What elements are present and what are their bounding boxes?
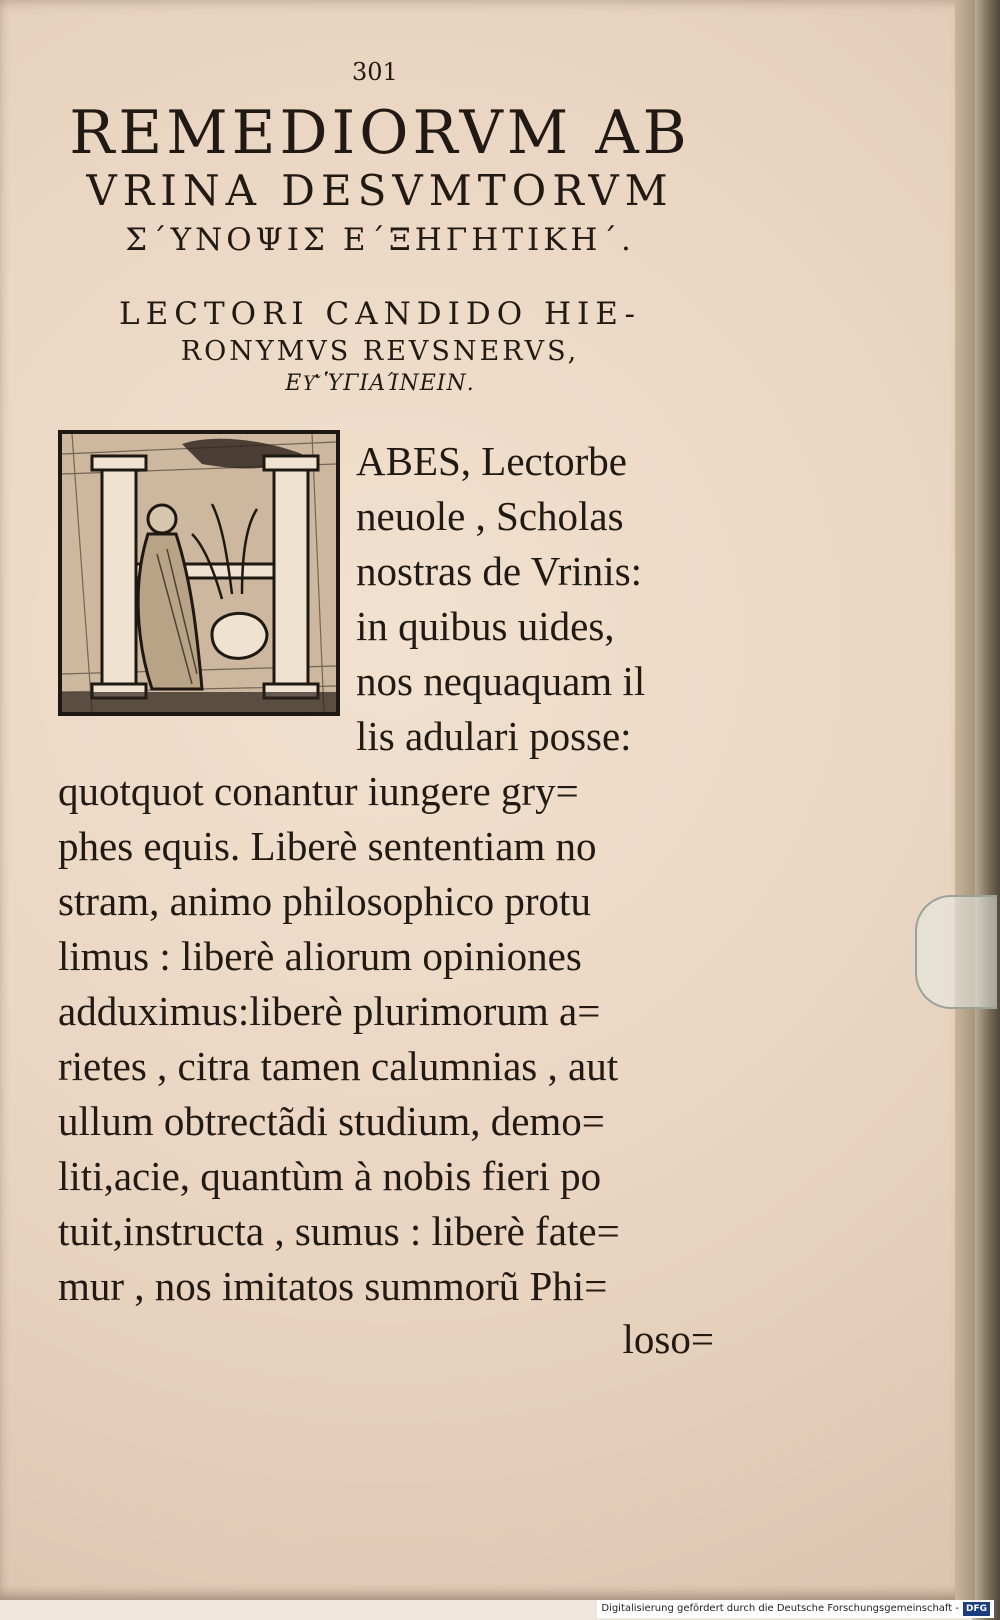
body-line: ABES, Lectorbe — [356, 438, 627, 484]
catchword: loso= — [622, 1316, 714, 1362]
scanner-clip — [915, 895, 997, 1009]
page-number: 301 — [352, 58, 398, 86]
body-line: mur , nos imitatos summorũ Phi= — [58, 1263, 608, 1309]
page-edge — [955, 0, 975, 1600]
dedication-line-1: LECTORI CANDIDO HIE- — [119, 296, 641, 332]
footer-credit — [597, 1600, 994, 1618]
body-line: rietes , citra tamen calumnias , aut — [58, 1043, 619, 1089]
woodcut-initial-h-icon — [58, 430, 340, 716]
body-line: ullum obtrectãdi studium, demo= — [58, 1098, 605, 1144]
scanner-background — [972, 0, 1000, 1620]
body-line: liti,acie, quantùm à nobis fieri po — [58, 1153, 602, 1199]
body-line: nos nequaquam il — [356, 658, 646, 704]
body-line: tuit,instructa , sumus : liberè fate= — [58, 1208, 620, 1254]
body-line: lis adulari posse: — [356, 713, 632, 759]
dedication-line-2: RONYMVS REVSNERVS, — [180, 336, 580, 367]
body-line: neuole , Scholas — [356, 493, 624, 539]
body-line: phes equis. Liberè sententiam no — [58, 823, 597, 869]
body-line: adduximus:liberè plurimorum a= — [58, 988, 601, 1034]
body-line: nostras de Vrinis: — [356, 548, 643, 594]
dfg-logo-icon: DFG — [963, 1602, 990, 1616]
dedication-line-3-greek: ΕΥ̓͂ ὙΓΙΑΊΝΕΙΝ. — [285, 371, 475, 396]
body-line: stram, animo philosophico protu — [58, 878, 591, 924]
body-line: quotquot conantur iungere gry= — [58, 768, 579, 814]
title-line-3-greek: Σ΄ΥΝΟΨΙΣ Ε΄ΞΗΓΗΤΙΚΗ΄. — [125, 222, 635, 258]
footer-text: Digitalisierung gefördert durch die Deutsche Forschungsgemeinschaft - — [601, 1603, 959, 1614]
body-line: in quibus uides, — [356, 603, 615, 649]
body-line: limus : liberè aliorum opiniones — [58, 933, 582, 979]
title-line-2: VRINA DESVMTORVM — [86, 166, 674, 215]
title-line-1: REMEDIORVM AB — [69, 98, 691, 168]
